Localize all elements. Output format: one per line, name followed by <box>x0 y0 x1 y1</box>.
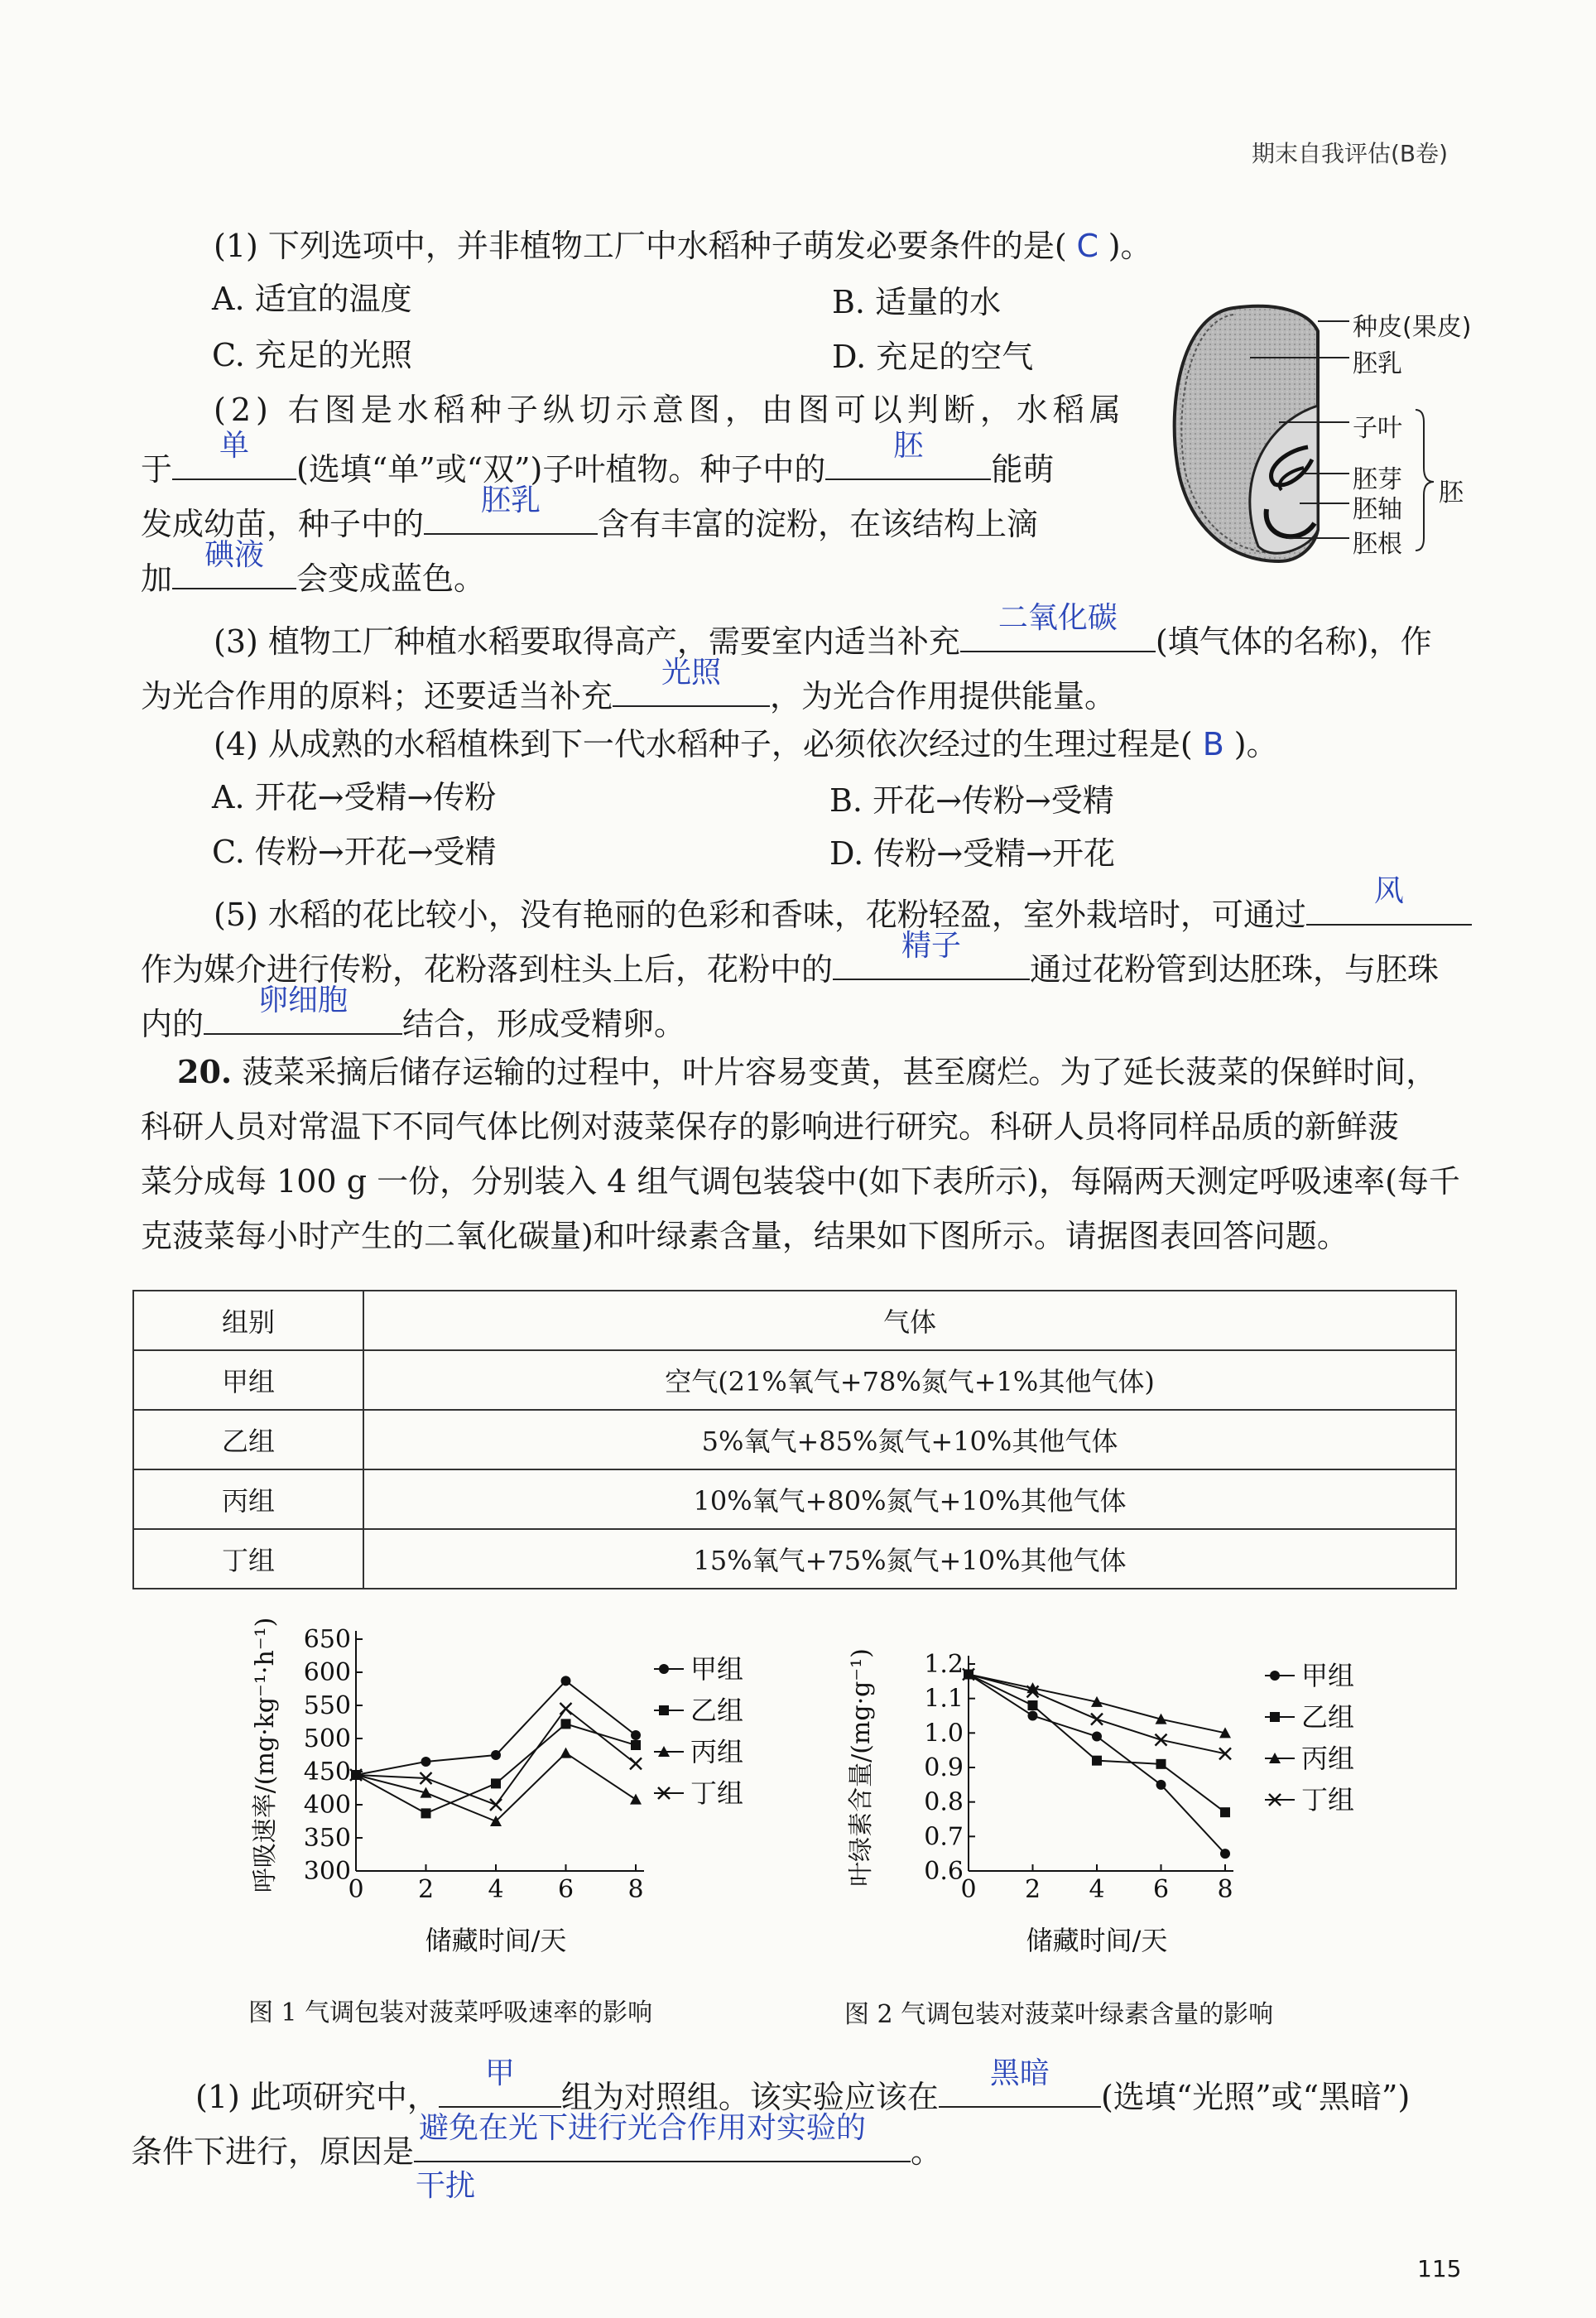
q19-p1-option-a: A. 适宜的温度 <box>212 281 412 317</box>
x-axis-label: 储藏时间/天 <box>1026 1925 1168 1956</box>
data-point <box>1220 1849 1230 1859</box>
table-cell: 15%氧气+75%氮气+10%其他气体 <box>363 1529 1456 1589</box>
blank-wind <box>1306 874 1472 926</box>
q20-intro-text: 菠菜采摘后储存运输的过程中，叶片容易变黄，甚至腐烂。为了延长菠菜的保鲜时间， <box>242 1054 1438 1090</box>
q20-p1-text: (1) 此项研究中， <box>195 2079 439 2115</box>
label-radicle: 胚根 <box>1353 530 1402 559</box>
q19-p2-text: 能萌 <box>991 451 1055 488</box>
q20-p1-text: 条件下进行，原因是 <box>131 2133 415 2170</box>
figure2-caption: 图 2 气调包装对菠菜叶绿素含量的影响 <box>844 2000 1274 2029</box>
q19-p3-text: 为光合作用的原料；还要适当补充 <box>141 678 613 714</box>
y-tick-label: 0.7 <box>924 1822 964 1852</box>
y-tick-label: 1.1 <box>924 1684 964 1714</box>
q19-p2-text: 含有丰富的淀粉，在该结构上滴 <box>598 506 1039 542</box>
table-header-cell: 气体 <box>363 1291 1456 1350</box>
q19-p4-text: (4) 从成熟的水稻植株到下一代水稻种子，必须依次经过的生理过程是( <box>214 726 1193 762</box>
x-tick-label: 4 <box>1089 1875 1105 1904</box>
q19-p2-text: 发成幼苗，种子中的 <box>141 506 425 542</box>
q19-p1-option-c: C. 充足的光照 <box>212 337 412 373</box>
blank-endosperm <box>424 483 598 535</box>
blank-iodine <box>172 538 296 589</box>
q19-p2-line1: (2) 右图是水稻种子纵切示意图，由图可以判断，水稻属 <box>214 392 1126 428</box>
y-tick-label: 0.9 <box>924 1753 964 1782</box>
data-point <box>1092 1732 1102 1742</box>
q20-intro-line2: 科研人员对常温下不同气体比例对菠菜保存的影响进行研究。科研人员将同样品质的新鲜菠 <box>141 1109 1400 1145</box>
series-line <box>969 1675 1225 1754</box>
q19-p1-option-d: D. 充足的空气 <box>832 339 1034 375</box>
legend-label: 丁组 <box>690 1777 744 1809</box>
data-point <box>421 1808 431 1818</box>
q19-p3-line1 <box>214 601 1432 662</box>
y-tick-label: 1.0 <box>924 1719 964 1748</box>
data-point <box>491 1750 501 1760</box>
data-point <box>561 1676 571 1686</box>
q19-p5-text: 通过花粉管到达胚珠，与胚珠 <box>1030 951 1440 988</box>
legend-marker <box>659 1705 669 1715</box>
legend-label: 丁组 <box>1301 1784 1355 1815</box>
q19-part1 <box>214 225 1152 267</box>
y-tick-label: 400 <box>303 1791 351 1820</box>
y-tick-label: 650 <box>303 1625 351 1654</box>
table-row <box>133 1529 1456 1589</box>
respiration-rate-chart <box>224 1614 770 1979</box>
series-line <box>969 1675 1225 1813</box>
blank-embryo <box>825 429 991 480</box>
gas-composition-table <box>132 1290 1457 1589</box>
data-point <box>1219 1748 1231 1759</box>
q19-p5-text: 作为媒介进行传粉，花粉落到柱头上后，花粉中的 <box>141 951 834 988</box>
data-point <box>560 1703 572 1714</box>
label-hypocotyl: 胚轴 <box>1353 495 1402 524</box>
q19-p4-answer: B <box>1202 726 1224 762</box>
x-tick-label: 2 <box>417 1875 435 1904</box>
label-seed-coat: 种皮(果皮) <box>1353 313 1472 342</box>
figure1-caption: 图 1 气调包装对菠菜呼吸速率的影响 <box>248 1998 653 2027</box>
answer-monocot: 单 <box>219 429 250 463</box>
q19-p5-text: 内的 <box>141 1006 204 1042</box>
label-cotyledon: 子叶 <box>1353 414 1402 443</box>
y-tick-label: 350 <box>303 1824 351 1853</box>
q19-p3-text: (3) 植物工厂种植水稻要取得高产，需要室内适当补充 <box>214 623 960 660</box>
q19-p5-text: (5) 水稻的花比较小，没有艳丽的色彩和香味，花粉轻盈，室外栽培时，可通过 <box>214 897 1306 933</box>
q19-p4-option-d: D. 传粉→受精→开花 <box>829 835 1115 872</box>
q19-p3-text: (填气体的名称)，作 <box>1155 623 1432 660</box>
page-header: 期末自我评估(B卷) <box>1252 140 1449 167</box>
y-axis-label: 叶绿素含量/(mg·g⁻¹) <box>847 1648 876 1887</box>
y-tick-label: 600 <box>303 1658 351 1687</box>
label-endosperm: 胚乳 <box>1353 349 1402 378</box>
data-point <box>1028 1711 1038 1721</box>
y-tick-label: 0.8 <box>924 1787 964 1817</box>
answer-sperm: 精子 <box>901 929 962 963</box>
q19-p1-option-b: B. 适量的水 <box>832 284 1002 320</box>
blank-light <box>613 656 770 707</box>
q19-p1-answer: C <box>1076 228 1098 264</box>
data-point <box>1028 1700 1038 1710</box>
q20-p1-text: 组为对照组。该实验应该在 <box>560 2079 939 2115</box>
q19-p3-text: ，为光合作用提供能量。 <box>770 678 1117 714</box>
legend-label: 甲组 <box>1301 1660 1355 1691</box>
label-plumule: 胚芽 <box>1353 465 1402 494</box>
data-point <box>631 1730 641 1740</box>
table-cell: 空气(21%氧气+78%氮气+1%其他气体) <box>363 1350 1456 1410</box>
legend-label: 丙组 <box>690 1736 744 1767</box>
data-point <box>630 1794 642 1805</box>
blank-co2 <box>960 601 1156 652</box>
data-point <box>1156 1780 1166 1790</box>
data-point <box>421 1757 431 1767</box>
answer-endosperm: 胚乳 <box>481 483 541 517</box>
legend-marker <box>1270 1712 1280 1722</box>
data-point <box>1091 1714 1103 1725</box>
x-axis-label: 储藏时间/天 <box>425 1925 567 1956</box>
series-line <box>356 1681 636 1775</box>
table-cell: 5%氧气+85%氮气+10%其他气体 <box>363 1410 1456 1469</box>
table-header-cell: 组别 <box>133 1291 363 1350</box>
q20-p1-line2 <box>131 2111 943 2172</box>
q19-p2-text: 会变成蓝色。 <box>296 560 486 597</box>
answer-control-group: 甲 <box>484 2056 515 2090</box>
y-tick-label: 500 <box>303 1724 351 1753</box>
data-point <box>1156 1734 1167 1746</box>
y-tick-label: 0.6 <box>924 1857 964 1886</box>
q20-intro-line4: 克菠菜每小时产生的二氧化碳量)和叶绿素含量，结果如下图所示。请据图表回答问题。 <box>141 1218 1348 1254</box>
q20-p1-text: 。 <box>911 2133 943 2170</box>
answer-reason-line1: 避免在光下进行光合作用对实验的 <box>419 2111 867 2145</box>
data-point <box>490 1799 502 1811</box>
answer-co2: 二氧化碳 <box>997 601 1118 635</box>
answer-reason-line2: 干扰 <box>416 2169 476 2203</box>
y-axis-label: 呼吸速率/(mg·kg⁻¹·h⁻¹) <box>251 1617 280 1893</box>
table-header-row <box>133 1291 1456 1350</box>
data-point <box>491 1778 501 1788</box>
x-tick-label: 6 <box>1152 1875 1170 1904</box>
y-tick-label: 300 <box>303 1857 351 1886</box>
q20-intro-line1 <box>177 1051 1437 1093</box>
data-point <box>1092 1756 1102 1766</box>
legend-label: 丙组 <box>1301 1743 1355 1774</box>
table-row <box>133 1410 1456 1469</box>
blank-control-group <box>439 2056 561 2108</box>
x-tick-label: 6 <box>557 1875 574 1904</box>
table-cell: 10%氧气+80%氮气+10%其他气体 <box>363 1469 1456 1529</box>
table-row <box>133 1350 1456 1410</box>
embryo-brace <box>1416 410 1434 551</box>
q19-p4-tail: )。 <box>1233 726 1278 762</box>
q20-p1-text: (选填“光照”或“黑暗”) <box>1100 2079 1411 2115</box>
x-tick-label: 8 <box>1217 1875 1233 1904</box>
q19-p2-line4 <box>141 538 486 599</box>
answer-iodine: 碘液 <box>204 538 265 572</box>
legend-label: 乙组 <box>1301 1701 1355 1733</box>
q19-p2-text: (选填“单”或“双”)子叶植物。种子中的 <box>296 451 826 488</box>
q19-p2-text: 加 <box>141 560 173 597</box>
table-cell: 丁组 <box>133 1529 363 1589</box>
q19-p4-option-c: C. 传粉→开花→受精 <box>212 834 497 870</box>
x-tick-label: 2 <box>1024 1875 1041 1904</box>
q19-p1-tail: )。 <box>1108 228 1152 264</box>
q20-intro-line3: 菜分成每 100 g 一份，分别装入 4 组气调包装袋中(如下表所示)，每隔两天测定呼吸速率(每千 <box>141 1163 1460 1200</box>
legend-marker <box>1270 1671 1280 1681</box>
data-point <box>1156 1759 1166 1769</box>
q19-p1-text: (1) 下列选项中，并非植物工厂中水稻种子萌发必要条件的是( <box>214 228 1067 264</box>
q19-p5-line3 <box>141 983 686 1045</box>
legend-marker <box>659 1664 669 1674</box>
data-point <box>1220 1807 1230 1817</box>
x-tick-label: 8 <box>627 1875 644 1904</box>
chlorophyll-content-chart <box>836 1646 1416 1977</box>
q19-p5-text: 结合，形成受精卵。 <box>402 1006 686 1042</box>
page-number: 115 <box>1417 2255 1462 2282</box>
q19-p4-option-a: A. 开花→受精→传粉 <box>212 779 497 815</box>
x-tick-label: 4 <box>488 1875 504 1904</box>
table-row <box>133 1469 1456 1529</box>
y-tick-label: 450 <box>303 1758 351 1787</box>
x-tick-label: 0 <box>960 1875 977 1904</box>
answer-embryo: 胚 <box>893 429 924 463</box>
answer-light: 光照 <box>661 656 722 690</box>
data-point <box>630 1758 642 1769</box>
answer-egg: 卵细胞 <box>258 983 349 1017</box>
blank-reason <box>414 2111 911 2162</box>
legend-label: 甲组 <box>690 1653 744 1685</box>
series-line <box>356 1724 636 1813</box>
data-point <box>631 1740 641 1750</box>
blank-sperm <box>833 929 1030 980</box>
q19-p4-option-b: B. 开花→传粉→受精 <box>829 782 1114 819</box>
blank-egg <box>204 983 402 1035</box>
y-tick-label: 550 <box>303 1691 351 1720</box>
x-tick-label: 0 <box>348 1875 364 1904</box>
y-tick-label: 1.2 <box>924 1650 964 1679</box>
data-point <box>561 1719 571 1729</box>
answer-dark: 黑暗 <box>989 2056 1050 2090</box>
q19-p2-text: 于 <box>141 451 173 488</box>
blank-dark <box>939 2056 1101 2108</box>
q20-number: 20. <box>177 1053 233 1090</box>
table-cell: 甲组 <box>133 1350 363 1410</box>
q19-part4 <box>214 724 1278 765</box>
table-cell: 乙组 <box>133 1410 363 1469</box>
legend-label: 乙组 <box>690 1695 744 1726</box>
label-embryo: 胚 <box>1439 479 1464 507</box>
q19-p3-line2 <box>141 656 1117 717</box>
answer-wind: 风 <box>1373 874 1404 908</box>
blank-monocot <box>172 429 296 480</box>
data-point <box>560 1748 572 1758</box>
table-cell: 丙组 <box>133 1469 363 1529</box>
